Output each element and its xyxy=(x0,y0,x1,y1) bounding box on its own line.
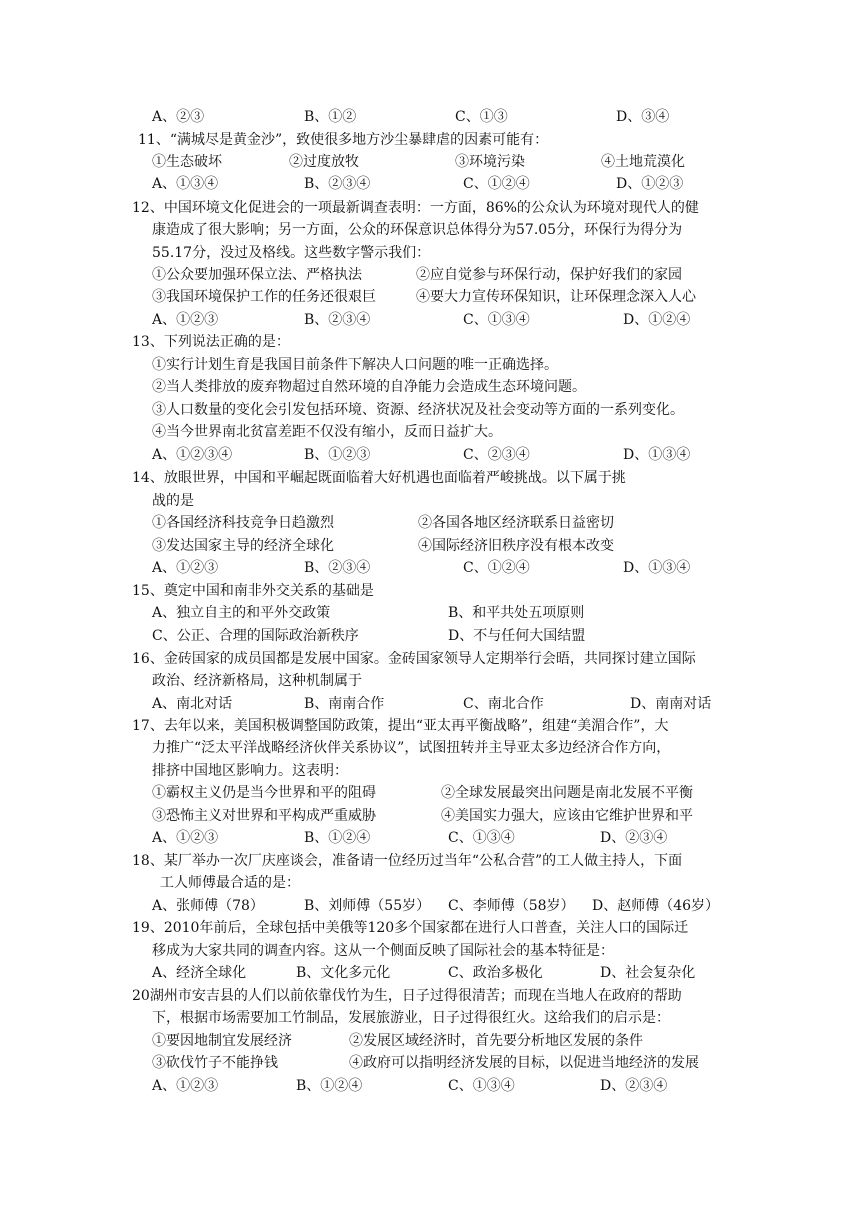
q13-option-b: B、①②③ xyxy=(304,447,371,463)
q12-stem-line-2: 康造成了很大影响；另一方面，公众的环保意识总体得分为57.05分，环保行为得分为 xyxy=(152,222,683,238)
q17-item-1: ①霸权主义仍是当今世界和平的阻碍 xyxy=(152,785,376,801)
q12-item-2: ②应自觉参与环保行动，保护好我们的家园 xyxy=(416,267,682,283)
q14-item-2: ②各国各地区经济联系日益密切 xyxy=(418,515,614,531)
q18-stem-line-1: 18、某厂举办一次厂庆座谈会，准备请一位经历过当年“公私合营”的工人做主持人，下面 xyxy=(132,853,683,869)
q16-option-b: B、南南合作 xyxy=(304,696,385,712)
q16-option-d: D、南南对话 xyxy=(630,696,712,712)
q20-item-3: ③砍伐竹子不能挣钱 xyxy=(152,1055,278,1071)
q14-stem-line-1: 14、放眼世界，中国和平崛起既面临着大好机遇也面临着严峻挑战。以下属于挑 xyxy=(132,470,626,486)
q15-option-c: C、公正、合理的国际政治新秩序 xyxy=(152,628,359,644)
q20-option-b: B、①②④ xyxy=(296,1078,363,1094)
q12-stem-line-1: 12、中国环境文化促进会的一项最新调查表明：一方面，86%的公众认为环境对现代人的健 xyxy=(132,200,699,216)
q12-option-d: D、①②④ xyxy=(623,312,691,328)
q15-option-a: A、独立自主的和平外交政策 xyxy=(152,605,331,621)
q10-option-c: C、①③ xyxy=(455,109,508,125)
q20-option-d: D、②③④ xyxy=(600,1078,668,1094)
q15-option-b: B、和平共处五项原则 xyxy=(448,605,585,621)
q19-option-b: B、文化多元化 xyxy=(296,965,391,981)
q13-stem: 13、下列说法正确的是： xyxy=(132,334,290,350)
q14-stem-line-2: 战的是 xyxy=(152,493,194,509)
q20-stem-line-2: 下，根据市场需要加工竹制品，发展旅游业，日子过得很红火。这给我们的启示是： xyxy=(152,1010,670,1026)
q17-option-c: C、①③④ xyxy=(448,830,515,846)
q14-option-d: D、①③④ xyxy=(623,560,691,576)
q12-stem-line-3: 55.17分，没过及格线。这些数字警示我们： xyxy=(152,245,431,261)
q20-item-4: ④政府可以指明经济发展的目标，以促进当地经济的发展 xyxy=(349,1055,699,1071)
q12-option-c: C、①③④ xyxy=(463,312,530,328)
q10-option-d: D、③④ xyxy=(616,109,670,125)
q11-option-a: A、①③④ xyxy=(152,176,219,192)
q11-item-1: ①生态破坏 xyxy=(152,154,222,170)
q20-item-1: ①要因地制宜发展经济 xyxy=(152,1033,292,1049)
q17-option-d: D、②③④ xyxy=(600,830,668,846)
q10-option-b: B、①② xyxy=(304,109,357,125)
q20-option-a: A、①②③ xyxy=(152,1078,219,1094)
q15-stem: 15、奠定中国和南非外交关系的基础是 xyxy=(132,583,374,599)
q14-item-1: ①各国经济科技竞争日趋激烈 xyxy=(152,515,334,531)
q11-item-3: ③环境污染 xyxy=(455,154,525,170)
q19-option-c: C、政治多极化 xyxy=(448,965,543,981)
q16-stem-line-1: 16、金砖国家的成员国都是发展中国家。金砖国家领导人定期举行会晤，共同探讨建立国际 xyxy=(132,651,696,667)
q17-item-4: ④美国实力强大，应该由它维护世界和平 xyxy=(441,808,693,824)
q14-option-b: B、②③④ xyxy=(304,560,371,576)
q17-stem-line-3: 排挤中国地区影响力。这表明： xyxy=(152,763,348,779)
q12-item-4: ④要大力宣传环保知识，让环保理念深入人心 xyxy=(416,289,696,305)
q13-item-2: ②当人类排放的废弃物超过自然环境的自净能力会造成生态环境问题。 xyxy=(152,379,586,395)
q11-option-b: B、②③④ xyxy=(304,176,371,192)
q20-stem-line-1: 20湖州市安吉县的人们以前依靠伐竹为生，日子过得很清苦；而现在当地人在政府的帮助 xyxy=(132,988,682,1004)
q11-item-4: ④土地荒漠化 xyxy=(601,154,685,170)
q18-option-d: D、赵师傅（46岁） xyxy=(592,898,720,914)
q18-option-c: C、李师傅（58岁） xyxy=(448,898,575,914)
q20-item-2: ②发展区域经济时，首先要分析地区发展的条件 xyxy=(349,1033,643,1049)
q11-stem: 11、“满城尽是黄金沙”，致使很多地方沙尘暴肆虐的因素可能有： xyxy=(138,132,549,148)
q12-item-1: ①公众要加强环保立法、严格执法 xyxy=(152,267,362,283)
q16-option-c: C、南北合作 xyxy=(463,696,544,712)
q11-item-2: ②过度放牧 xyxy=(289,154,359,170)
q20-option-c: C、①③④ xyxy=(448,1078,515,1094)
q18-option-a: A、张师傅（78） xyxy=(152,898,264,914)
q19-option-d: D、社会复杂化 xyxy=(600,965,696,981)
q13-item-3: ③人口数量的变化会引发包括环境、资源、经济状况及社会变动等方面的一系列变化。 xyxy=(152,402,684,418)
q13-option-c: C、②③④ xyxy=(463,447,530,463)
q13-item-4: ④当今世界南北贫富差距不仅没有缩小，反而日益扩大。 xyxy=(152,424,502,440)
q12-option-a: A、①②③ xyxy=(152,312,219,328)
q18-stem-line-2: 工人师傅最合适的是： xyxy=(160,875,300,891)
q13-option-a: A、①②③④ xyxy=(152,447,233,463)
q19-stem-line-1: 19、2010年前后，全球包括中美俄等120多个国家都在进行人口普查，关注人口的国际迁 xyxy=(132,920,689,936)
q19-stem-line-2: 移成为大家共同的调查内容。这从一个侧面反映了国际社会的基本特征是： xyxy=(152,943,614,959)
q16-stem-line-2: 政治、经济新格局，这种机制属于 xyxy=(152,673,362,689)
q15-option-d: D、不与任何大国结盟 xyxy=(448,628,586,644)
q14-item-4: ④国际经济旧秩序没有根本改变 xyxy=(418,538,614,554)
q12-option-b: B、②③④ xyxy=(304,312,371,328)
q14-item-3: ③发达国家主导的经济全球化 xyxy=(152,538,334,554)
q13-option-d: D、①③④ xyxy=(623,447,691,463)
q17-item-3: ③恐怖主义对世界和平构成严重威胁 xyxy=(152,808,376,824)
q11-option-c: C、①②④ xyxy=(463,176,530,192)
q16-option-a: A、南北对话 xyxy=(152,696,233,712)
q17-option-b: B、①②④ xyxy=(304,830,371,846)
q17-option-a: A、①②③ xyxy=(152,830,219,846)
q17-item-2: ②全球发展最突出问题是南北发展不平衡 xyxy=(441,785,693,801)
q19-option-a: A、经济全球化 xyxy=(152,965,247,981)
q18-option-b: B、刘师傅（55岁） xyxy=(304,898,431,914)
q12-item-3: ③我国环境保护工作的任务还很艰巨 xyxy=(152,289,376,305)
q10-option-a: A、②③ xyxy=(152,109,205,125)
q17-stem-line-1: 17、去年以来，美国积极调整国防政策，提出“亚太再平衡战略”，组建“美湄合作”，大 xyxy=(132,718,669,734)
q14-option-c: C、①②④ xyxy=(463,560,530,576)
q14-option-a: A、①②③ xyxy=(152,560,219,576)
q13-item-1: ①实行计划生育是我国目前条件下解决人口问题的唯一正确选择。 xyxy=(152,357,558,373)
q17-stem-line-2: 力推广“泛太平洋战略经济伙伴关系协议”，试图扭转并主导亚太多边经济合作方向， xyxy=(152,740,671,756)
q11-option-d: D、①②③ xyxy=(616,176,684,192)
